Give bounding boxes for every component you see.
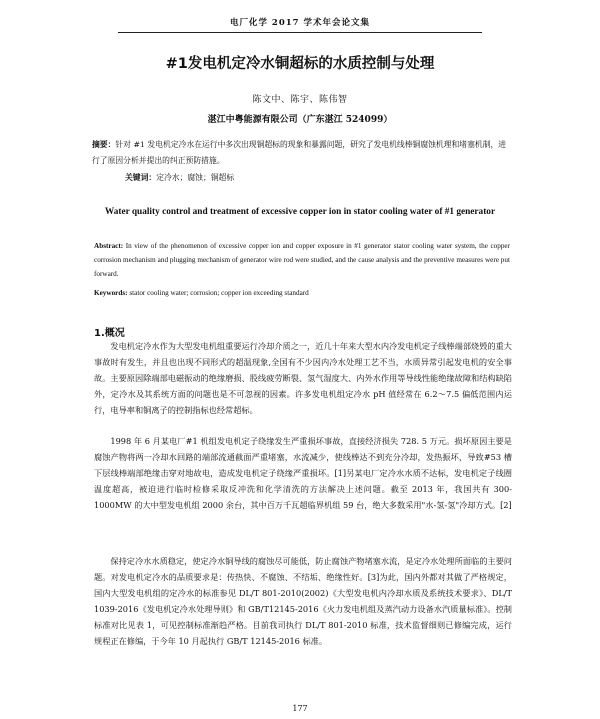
body-paragraph: 发电机定冷水作为大型发电机组重要运行冷却介质之一，近几十年来大型水内冷发电机定子线棒端部烧毁的重大事故时有发生，并且也出现不同形式的超温现象,全国有不少因内冷水处理工艺不当，水质异常引起发电机的安全事故。主要原因除端部电磁振动的绝缘磨损、股线疲劳断裂、氢气湿度大、内外水作用等导线性能绝缘故障和结构缺陷外，定冷水及其系统方面的问题也是不可忽视的因素。许多发电机组定冷水 pH 值经常在 6.2～7.5 偏低范围内运行，电导率和铜离子的控制指标也经常超标。 [94, 341, 512, 415]
affiliation: 湛江中粤能源有限公司（广东湛江 524099） [207, 115, 393, 125]
section-heading: 1.概况 [94, 328, 125, 339]
english-title: Water quality control and treatment of excessive copper ion in stator cooling water of #1 generator [104, 207, 496, 217]
keywords-cn [125, 172, 505, 183]
keywords-en-label: Keywords: [94, 289, 128, 297]
page-number: 177 [292, 704, 308, 713]
abstract-en [94, 239, 510, 281]
abstract-cn-label: 摘要： [92, 140, 116, 149]
keywords-cn-label: 关键词： [125, 173, 157, 182]
abstract-en-text: In view of the phenomenon of excessive copper ion and copper exposure in #1 generator stator cooling water system, the copper corrosion mechanism and plugging mechanism of generator wire rod were studied, and the cause analysis and the preventive measures were put forward. [94, 242, 511, 278]
body-paragraph: 保持定冷水水质稳定，使定冷水铜导线的腐蚀尽可能低，防止腐蚀产物堵塞水流，是定冷水处理所面临的主要问题。对发电机定冷水的品质要求是：传热快、不腐蚀、不结垢、绝缘性好。[3]为此，国内外都对其做了严格规定，国内大型发电机组的定冷水的标准参见 DL/T 801-2010(2002)《大型发电机内冷却水质及系统技术要求》、DL/T 1039-2016《发电机定冷水处理导则》和 GB/T12145-2016《火力发电机组及蒸汽动力设备水汽质量标准》。控制标准对比见表 1，可见控制标准渐趋严格。目前我司执行 DL/T 801-2010 标准，技术监督细则已修编完成，运行规程正在修编，于今年 10 月起执行 GB/T 12145-2016 标准。 [94, 556, 512, 646]
keywords-cn-text: 定冷水；腐蚀；铜超标 [156, 173, 235, 182]
abstract-cn-text: 针对 #1 发电机定冷水在运行中多次出现铜超标的现象和暴露问题，研究了发电机线棒铜腐蚀机理和堵塞机制，进行了原因分析并提出的纠正预防措施。 [92, 140, 507, 165]
authors: 陈文中、陈宇、陈伟智 [252, 95, 348, 105]
header-rule [118, 32, 482, 33]
body-paragraph: 1998 年 6 月某电厂#1 机组发电机定子绕缘发生严重损坏事故，直接经济损失 728. 5 万元。损坏原因主要是腐蚀产物将两一冷却水回路的端部流通截面严重堵塞，水流减少，使线棒达不到充分冷却，发热振坏，导致#53 槽下层线棒端部绝缘击穿对地故电，造成发电机定子绕缘严重损坏。[1]另某电厂定冷水水质不达标，发电机定子线圈温度超高，被迫进行临时检修采取反冲洗和化学清洗的方法解决上述问题。截至 2013 年，我国共有 300-1000MW 的大中型发电机组 2000 余台，其中百万千瓦超临界机组 59 台，绝大多数采用"水-氢-氢"冷却方式。[2] [94, 436, 512, 510]
running-header: 电厂化学 2017 学术年会论文集 [229, 18, 371, 28]
keywords-en-text: stator cooling water; corrosion; copper ion exceeding standard [129, 289, 309, 297]
paper-title: #1发电机定冷水铜超标的水质控制与处理 [165, 56, 435, 72]
abstract-en-label: Abstract: [94, 242, 124, 250]
keywords-en [94, 289, 510, 297]
abstract-cn [92, 137, 510, 169]
